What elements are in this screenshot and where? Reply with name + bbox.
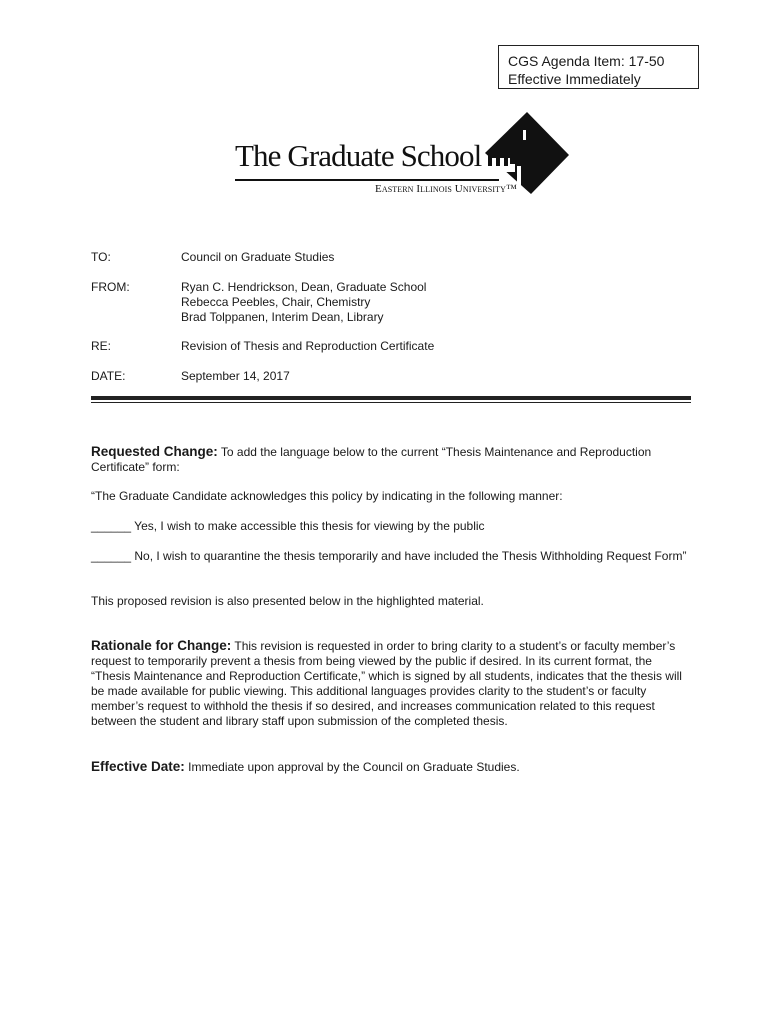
memo-to-label: TO: [91,250,111,264]
memo-from-line: Brad Tolppanen, Interim Dean, Library [181,310,384,324]
rationale-section [91,638,691,729]
agenda-item-box [498,45,699,89]
memo-re-value: Revision of Thesis and Reproduction Certificate [181,339,435,353]
effective-date-section [91,759,691,775]
logo-university: Eastern Illinois University™ [375,183,517,195]
rationale-heading: Rationale for Change: [91,638,232,653]
logo-title: The Graduate School [235,138,482,173]
memo-re-label: RE: [91,339,112,353]
header-divider [91,396,691,400]
agenda-item-number: CGS Agenda Item: 17-50 [508,53,665,69]
effective-date-heading: Effective Date: [91,759,185,774]
effective-date-text: Immediate upon approval by the Council on Graduate Studies. [188,760,520,774]
option-no-line: ______ No, I wish to quarantine the thesis temporarily and have included the Thesis Withholding Request Form” [91,549,687,563]
memo-from-line: Ryan C. Hendrickson, Dean, Graduate School [181,280,427,294]
memo-from-value [181,280,426,325]
castle-emblem-icon [479,108,569,198]
memo-from-line: Rebecca Peebles, Chair, Chemistry [181,295,371,309]
memo-date-value: September 14, 2017 [181,369,290,383]
requested-change-text: To add the language below to the current “Thesis Maintenance and Reproduction Certificate” form: [91,445,652,474]
requested-change-heading: Requested Change: [91,444,218,459]
graduate-school-logo [217,108,569,198]
requested-change-section [91,444,691,475]
memo-to-value: Council on Graduate Studies [181,250,335,264]
option-yes-line: ______ Yes, I wish to make accessible this thesis for viewing by the public [91,519,485,533]
rationale-text: This revision is requested in order to bring clarity to a student’s or faculty member’s request to temporarily prevent a thesis from being viewed by the public if desired. In its current format, the “Thesis Maintenance and Reproduction Certificate,” which is signed by all students, indicates that the thesis will be made available for public viewing. This additional languages provides clarity to the student’s or faculty member’s request to withhold the thesis if so desired, and increases communication related to this request between the student and library staff upon submission of the completed thesis. [91,639,682,728]
memo-date-label: DATE: [91,369,126,383]
highlight-note: This proposed revision is also presented below in the highlighted material. [91,594,484,608]
quote-intro: “The Graduate Candidate acknowledges this policy by indicating in the following manner: [91,489,563,503]
memo-from-label: FROM: [91,280,130,294]
logo-underline [235,179,499,181]
agenda-item-status: Effective Immediately [508,71,641,87]
